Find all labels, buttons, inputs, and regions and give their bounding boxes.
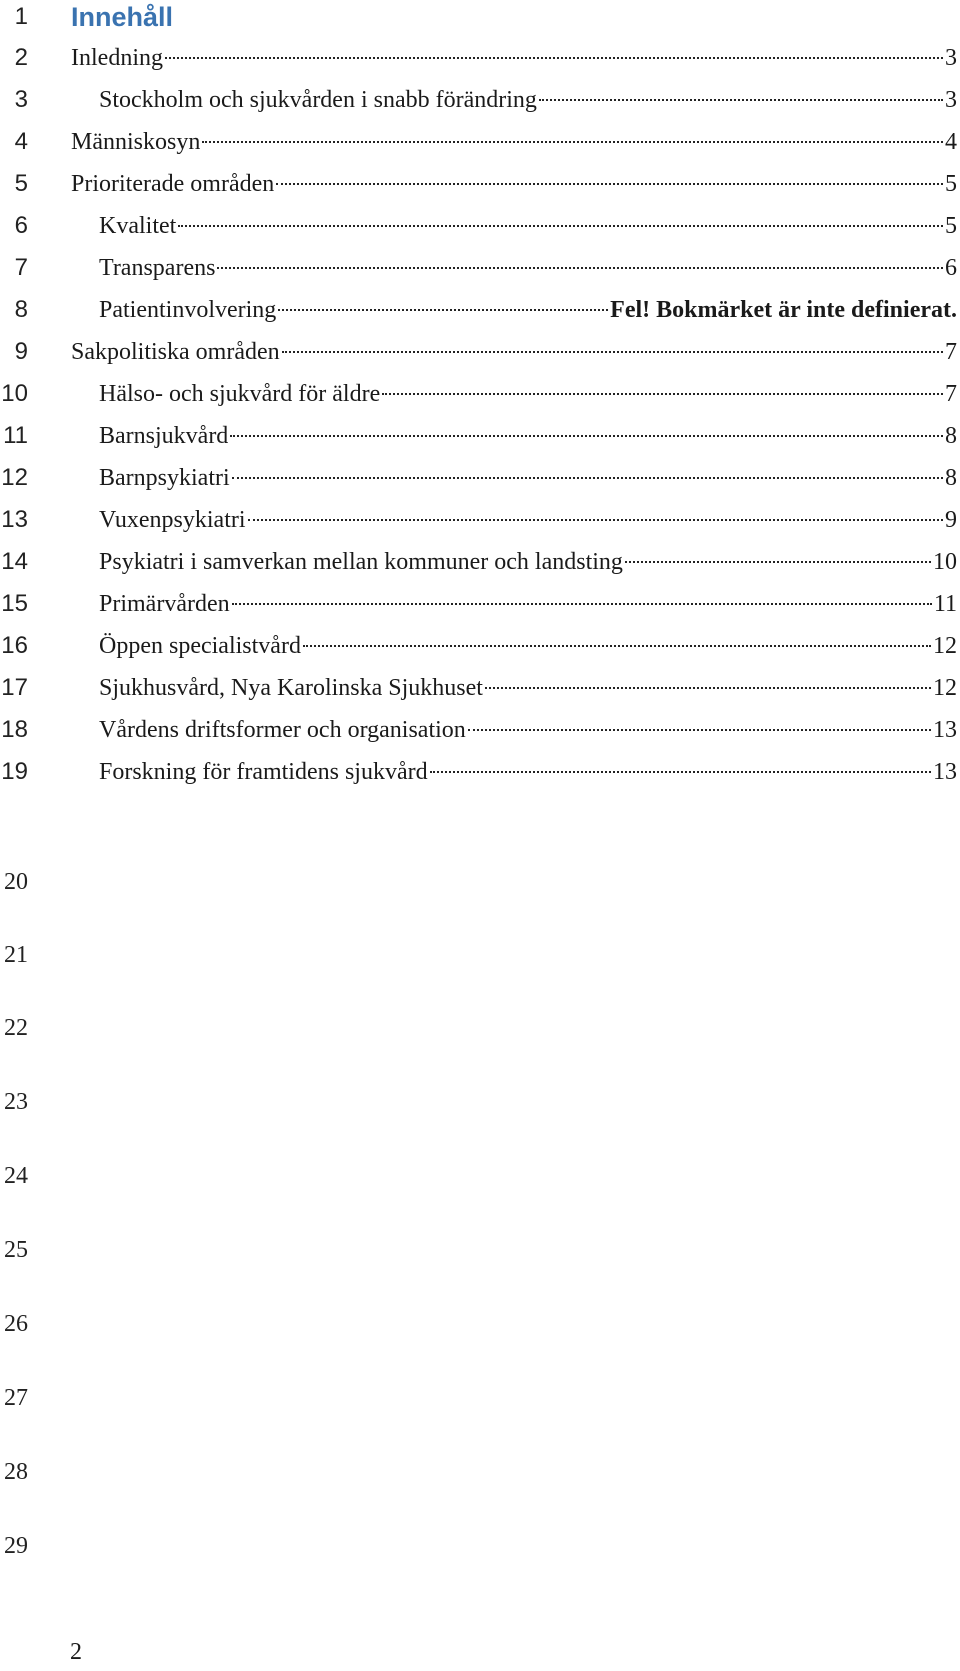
toc-entry-page: 7 <box>945 339 957 365</box>
toc-entry[interactable] <box>99 710 957 750</box>
line-number: 9 <box>14 338 28 365</box>
toc-entry[interactable] <box>99 500 957 540</box>
line-number: 10 <box>1 380 28 407</box>
line-number: 21 <box>4 942 28 968</box>
dot-leader <box>468 729 931 731</box>
toc-row <box>0 206 960 246</box>
toc-entry[interactable] <box>99 374 957 414</box>
toc-row <box>0 500 960 540</box>
toc-entry-title: Barnpsykiatri <box>99 465 230 491</box>
line-number: 28 <box>4 1459 28 1485</box>
line-number: 2 <box>14 44 28 71</box>
toc-entry-page: 12 <box>933 675 957 701</box>
dot-leader <box>485 687 931 689</box>
toc-entry[interactable] <box>71 332 957 372</box>
line-number: 16 <box>1 632 28 659</box>
toc-entry-title: Barnsjukvård <box>99 423 229 449</box>
toc-entry-page: 11 <box>933 591 957 617</box>
toc-entry-page: 6 <box>945 255 957 281</box>
toc-entry[interactable] <box>99 80 957 120</box>
toc-row <box>0 80 960 120</box>
dot-leader <box>202 141 943 143</box>
toc-entry-title: Psykiatri i samverkan mellan kommuner och landsting <box>99 549 623 575</box>
toc-entry-title: Vårdens driftsformer och organisation <box>99 717 466 743</box>
toc-entry[interactable] <box>71 122 957 162</box>
toc-entry-page: 5 <box>945 171 957 197</box>
toc-row <box>0 752 960 792</box>
toc-entry-title: Öppen specialistvård <box>99 633 301 659</box>
line-number: 24 <box>4 1163 28 1189</box>
toc-row <box>0 122 960 162</box>
toc-entry[interactable] <box>99 458 957 498</box>
empty-line <box>0 1526 960 1566</box>
line-number: 4 <box>14 128 28 155</box>
line-number: 1 <box>14 3 28 30</box>
empty-line <box>0 1452 960 1492</box>
toc-entry[interactable] <box>99 584 957 624</box>
dot-leader <box>625 561 931 563</box>
dot-leader <box>303 645 931 647</box>
dot-leader <box>217 267 943 269</box>
toc-entry-title: Forskning för framtidens sjukvård <box>99 759 428 785</box>
toc-entry-page: 7 <box>945 381 957 407</box>
toc-entry-title: Prioriterade områden <box>71 171 275 197</box>
dot-leader <box>178 225 943 227</box>
toc-entry[interactable] <box>99 668 957 708</box>
toc-entry-title: Vuxenpsykiatri <box>99 507 246 533</box>
toc-entry[interactable] <box>99 626 957 666</box>
toc-entry-title: Kvalitet <box>99 213 177 239</box>
toc-entry-page: 4 <box>945 129 957 155</box>
line-number: 11 <box>3 422 28 449</box>
dot-leader <box>282 351 943 353</box>
line-number: 18 <box>1 716 28 743</box>
line-number: 27 <box>4 1385 28 1411</box>
toc-entry-page: 3 <box>945 45 957 71</box>
dot-leader <box>278 309 608 311</box>
line-number: 13 <box>1 506 28 533</box>
toc-row <box>0 710 960 750</box>
dot-leader <box>230 435 943 437</box>
toc-entry[interactable] <box>99 290 957 330</box>
toc-row <box>0 542 960 582</box>
line-number: 17 <box>1 674 28 701</box>
toc-entry-page: 9 <box>945 507 957 533</box>
line-number: 26 <box>4 1311 28 1337</box>
empty-line <box>0 1008 960 1048</box>
toc-entry[interactable] <box>99 752 957 792</box>
line-number: 14 <box>1 548 28 575</box>
line-number: 22 <box>4 1015 28 1041</box>
toc-entry-error-message: Fel! Bokmärket är inte definierat. <box>610 297 957 323</box>
toc-entry-page: 8 <box>945 465 957 491</box>
toc-row <box>0 38 960 78</box>
line-number: 19 <box>1 758 28 785</box>
dot-leader <box>232 477 943 479</box>
toc-entry[interactable] <box>99 416 957 456</box>
empty-line <box>0 1082 960 1122</box>
toc-entry-title: Stockholm och sjukvården i snabb förändring <box>99 87 537 113</box>
toc-entry-title: Patientinvolvering <box>99 297 277 323</box>
toc-heading-row <box>0 0 960 37</box>
toc-entry-page: 5 <box>945 213 957 239</box>
toc-entry-page: 13 <box>933 717 957 743</box>
empty-line <box>0 1378 960 1418</box>
toc-entry-title: Sjukhusvård, Nya Karolinska Sjukhuset <box>99 675 483 701</box>
toc-row <box>0 248 960 288</box>
line-number: 6 <box>14 212 28 239</box>
toc-row <box>0 626 960 666</box>
line-number: 5 <box>14 170 28 197</box>
dot-leader <box>232 603 932 605</box>
toc-entry-page: 13 <box>933 759 957 785</box>
toc-entry-page: 8 <box>945 423 957 449</box>
toc-row <box>0 584 960 624</box>
dot-leader <box>248 519 943 521</box>
toc-entry-page: 12 <box>933 633 957 659</box>
toc-row <box>0 332 960 372</box>
line-number: 8 <box>14 296 28 323</box>
toc-entry-page: 10 <box>933 549 957 575</box>
dot-leader <box>276 183 943 185</box>
toc-entry-title: Människosyn <box>71 129 201 155</box>
toc-entry-title: Transparens <box>99 255 216 281</box>
empty-line <box>0 935 960 975</box>
line-number: 15 <box>1 590 28 617</box>
empty-line <box>0 862 960 902</box>
line-number: 12 <box>1 464 28 491</box>
toc-entry[interactable] <box>99 206 957 246</box>
empty-line <box>0 1230 960 1270</box>
toc-row <box>0 164 960 204</box>
line-number: 7 <box>14 254 28 281</box>
toc-entry[interactable] <box>99 542 957 582</box>
dot-leader <box>165 57 943 59</box>
line-number: 20 <box>4 869 28 895</box>
toc-row <box>0 668 960 708</box>
line-number: 3 <box>14 86 28 113</box>
toc-entry-title: Sakpolitiska områden <box>71 339 280 365</box>
toc-entry-title: Hälso- och sjukvård för äldre <box>99 381 381 407</box>
toc-entry-page: 3 <box>945 87 957 113</box>
toc-heading: Innehåll <box>71 2 174 32</box>
toc-row <box>0 416 960 456</box>
toc-row <box>0 458 960 498</box>
dot-leader <box>382 393 943 395</box>
empty-line <box>0 1304 960 1344</box>
toc-entry[interactable] <box>71 164 957 204</box>
toc-entry[interactable] <box>99 248 957 288</box>
line-number: 25 <box>4 1237 28 1263</box>
toc-entry[interactable] <box>71 38 957 78</box>
toc-entry-title: Inledning <box>71 45 163 71</box>
empty-line <box>0 1156 960 1196</box>
dot-leader <box>539 99 943 101</box>
page-number: 2 <box>70 1639 82 1665</box>
toc-entry-title: Primärvården <box>99 591 230 617</box>
line-number: 29 <box>4 1533 28 1559</box>
dot-leader <box>430 771 931 773</box>
toc-row <box>0 290 960 330</box>
line-number: 23 <box>4 1089 28 1115</box>
toc-row <box>0 374 960 414</box>
